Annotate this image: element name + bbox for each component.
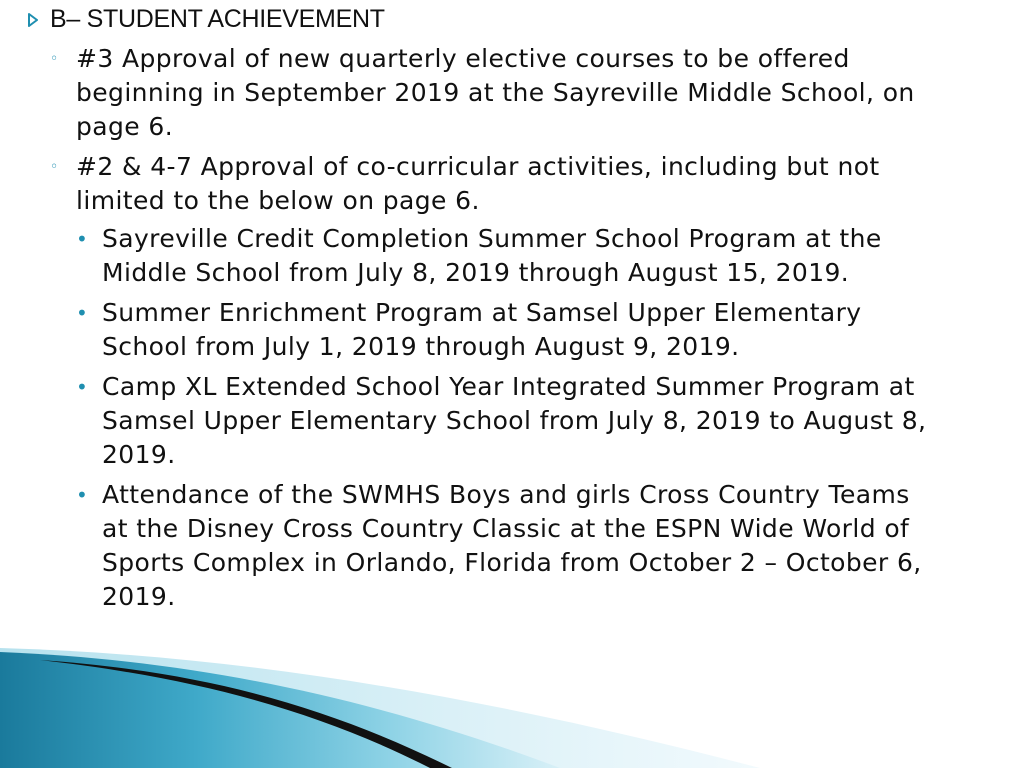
subitem-list xyxy=(76,222,988,614)
swoosh-light-band xyxy=(0,648,760,768)
triangle-right-icon xyxy=(28,4,50,31)
sub-list-item xyxy=(76,222,988,290)
subitem-text: Camp XL Extended School Year Integrated Summer Program at Samsel Upper Elementary School from July 8, 2019 to August 8, 2019. xyxy=(102,372,927,469)
list-item xyxy=(50,42,988,144)
sub-list-item xyxy=(76,478,988,614)
hollow-bullet-icon: ◦ xyxy=(50,51,59,67)
dot-bullet-icon: • xyxy=(76,301,88,325)
list-item-body xyxy=(76,42,988,144)
sub-list-item xyxy=(76,296,988,364)
dot-bullet-icon: • xyxy=(76,375,88,399)
hollow-bullet-icon: ◦ xyxy=(50,159,59,175)
swoosh-blue-band xyxy=(0,652,560,768)
sub-list-item xyxy=(76,370,988,472)
dot-bullet-icon: • xyxy=(76,483,88,507)
swoosh-dark-line xyxy=(40,660,452,768)
dot-bullet-icon: • xyxy=(76,227,88,251)
subitem-text: Attendance of the SWMHS Boys and girls Cross Country Teams at the Disney Cross Country Classic at the ESPN Wide World of Sports Complex in Orlando, Florida from October 2 – October 6, 2019. xyxy=(102,480,922,611)
item-text: #3 Approval of new quarterly elective courses to be offered beginning in September 2019 at the Sayreville Middle School, on page 6. xyxy=(76,44,915,141)
heading-row xyxy=(28,4,988,34)
subitem-text: Sayreville Credit Completion Summer School Program at the Middle School from July 8, 2019 through August 15, 2019. xyxy=(102,224,882,287)
subitem-text: Summer Enrichment Program at Samsel Upper Elementary School from July 1, 2019 through August 9, 2019. xyxy=(102,298,862,361)
item-text: #2 & 4-7 Approval of co-curricular activities, including but not limited to the below on page 6. xyxy=(76,152,880,215)
list-item-body xyxy=(76,150,988,620)
list-item xyxy=(50,150,988,620)
content-outline xyxy=(28,4,988,626)
item-list xyxy=(50,42,988,620)
triangle-right-icon-svg xyxy=(28,13,38,27)
section-heading: B– STUDENT ACHIEVEMENT xyxy=(50,5,385,33)
